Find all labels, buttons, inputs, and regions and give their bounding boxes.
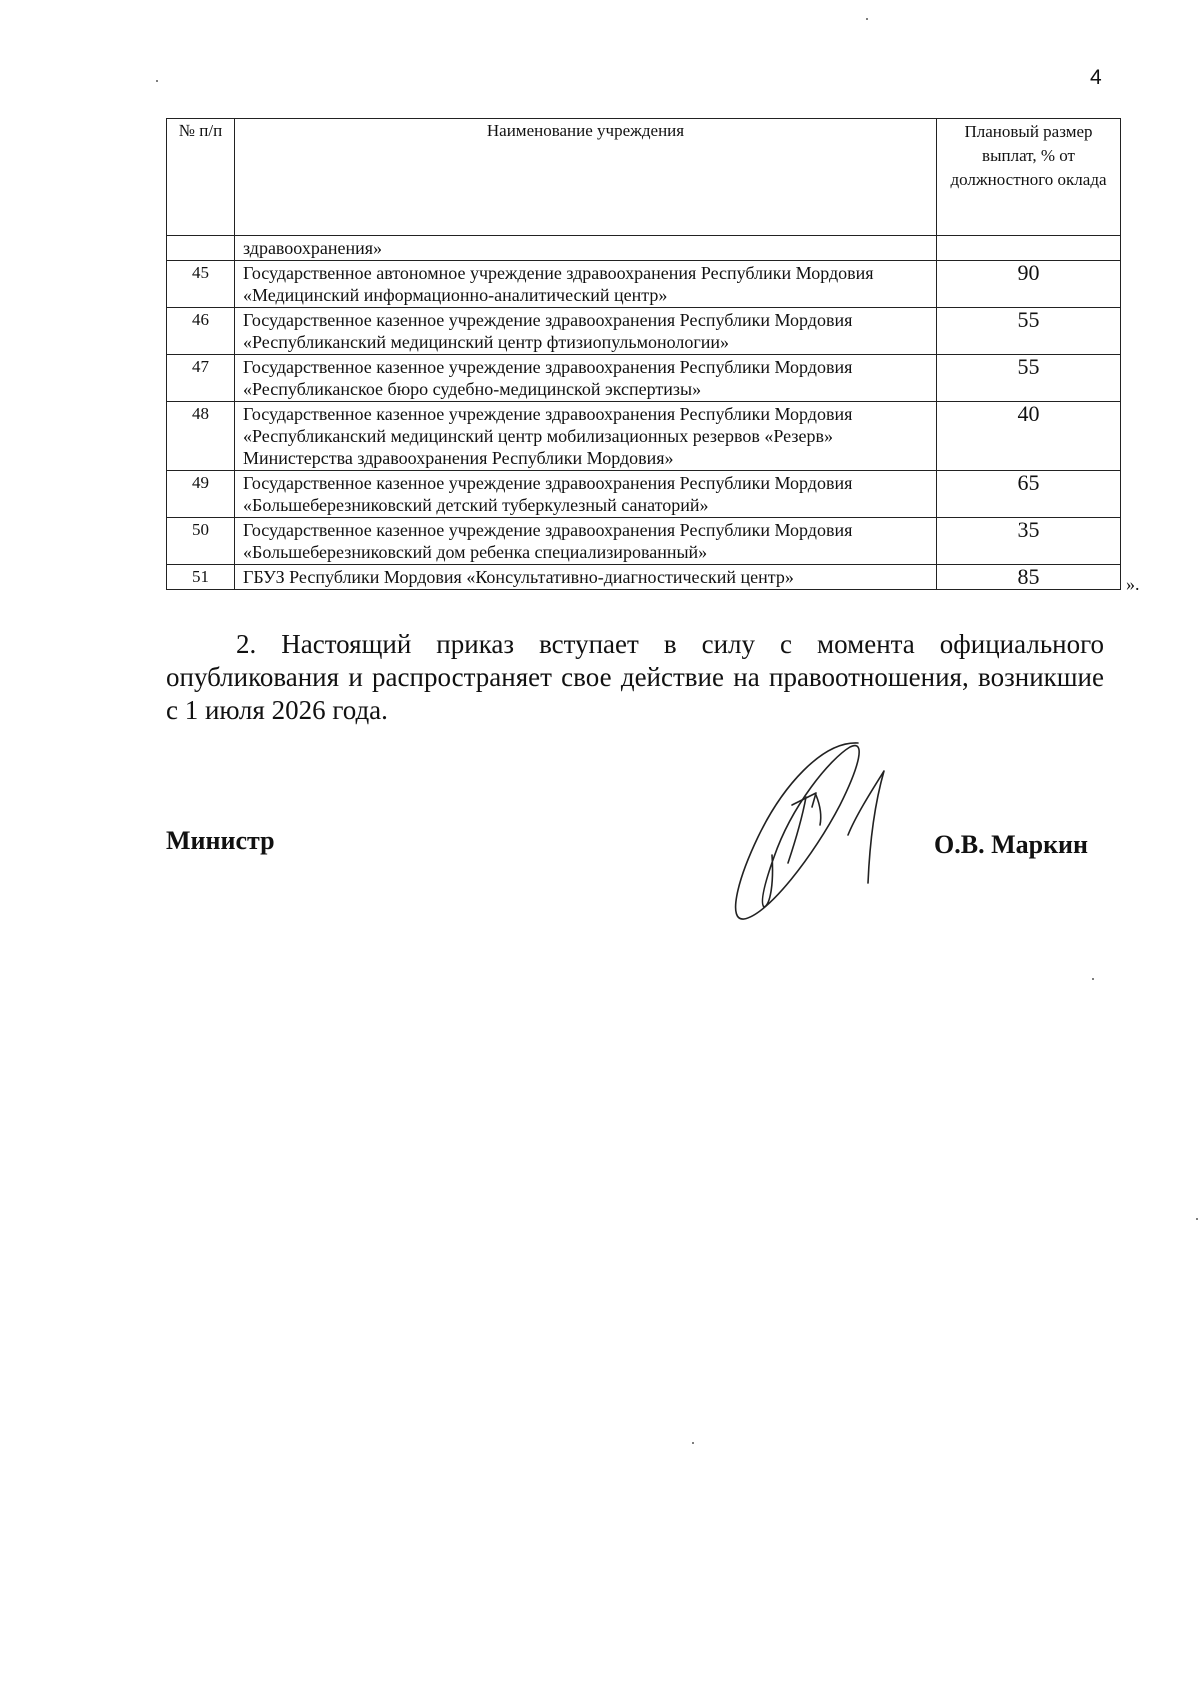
order-paragraph: 2. Настоящий приказ вступает в силу с момента официального опубликования и распространяет свое действие на правоотношения, возникшие с 1 июля 2026 года. (166, 629, 1104, 725)
row-value: 40 (937, 402, 1121, 471)
page-number: 4 (1090, 66, 1102, 89)
table-header-row (167, 119, 1121, 236)
header-value: Плановый размер выплат, % от должностного оклада (937, 119, 1121, 236)
row-number: 50 (167, 518, 235, 565)
row-name: Государственное автономное учреждение здравоохранения Республики Мордовия «Медицинский информационно-аналитический центр» (235, 261, 937, 308)
handwritten-signature (730, 735, 930, 935)
row-number: 48 (167, 402, 235, 471)
signatory-title: Министр (166, 826, 275, 855)
scan-speck (1092, 978, 1094, 980)
row-name: Государственное казенное учреждение здравоохранения Республики Мордовия «Республиканское бюро судебно-медицинской экспертизы» (235, 355, 937, 402)
row-number: 51 (167, 565, 235, 590)
continuation-text: здравоохранения» (235, 236, 937, 261)
table-row (167, 261, 1121, 308)
row-number: 45 (167, 261, 235, 308)
table-row (167, 402, 1121, 471)
continuation-value (937, 236, 1121, 261)
row-value: 55 (937, 355, 1121, 402)
row-number: 46 (167, 308, 235, 355)
row-number: 49 (167, 471, 235, 518)
closing-quote: ». (1126, 574, 1140, 594)
table-row (167, 355, 1121, 402)
signatory-name: О.В. Маркин (934, 830, 1089, 859)
table-row (167, 308, 1121, 355)
continuation-number (167, 236, 235, 261)
continuation-row (167, 236, 1121, 261)
table-row (167, 565, 1121, 590)
row-value: 85 (937, 565, 1121, 590)
row-name: Государственное казенное учреждение здравоохранения Республики Мордовия «Большеберезниковский детский туберкулезный санаторий» (235, 471, 937, 518)
row-name: Государственное казенное учреждение здравоохранения Республики Мордовия «Республиканский медицинский центр фтизиопульмонологии» (235, 308, 937, 355)
scan-speck (866, 18, 868, 20)
institutions-table (166, 118, 1121, 590)
scan-speck (1196, 1218, 1198, 1220)
row-number: 47 (167, 355, 235, 402)
row-name: Государственное казенное учреждение здравоохранения Республики Мордовия «Республиканский медицинский центр мобилизационных резервов «Резерв» Министерства здравоохранения Республики Мордовия» (235, 402, 937, 471)
row-value: 55 (937, 308, 1121, 355)
scan-speck (692, 1442, 694, 1444)
table-row (167, 518, 1121, 565)
scan-speck (156, 80, 158, 82)
header-number: № п/п (167, 119, 235, 236)
row-value: 35 (937, 518, 1121, 565)
header-name: Наименование учреждения (235, 119, 937, 236)
table-row (167, 471, 1121, 518)
row-value: 65 (937, 471, 1121, 518)
row-name: ГБУЗ Республики Мордовия «Консультативно-диагностический центр» (235, 565, 937, 590)
row-name: Государственное казенное учреждение здравоохранения Республики Мордовия «Большеберезниковский дом ребенка специализированный» (235, 518, 937, 565)
row-value: 90 (937, 261, 1121, 308)
